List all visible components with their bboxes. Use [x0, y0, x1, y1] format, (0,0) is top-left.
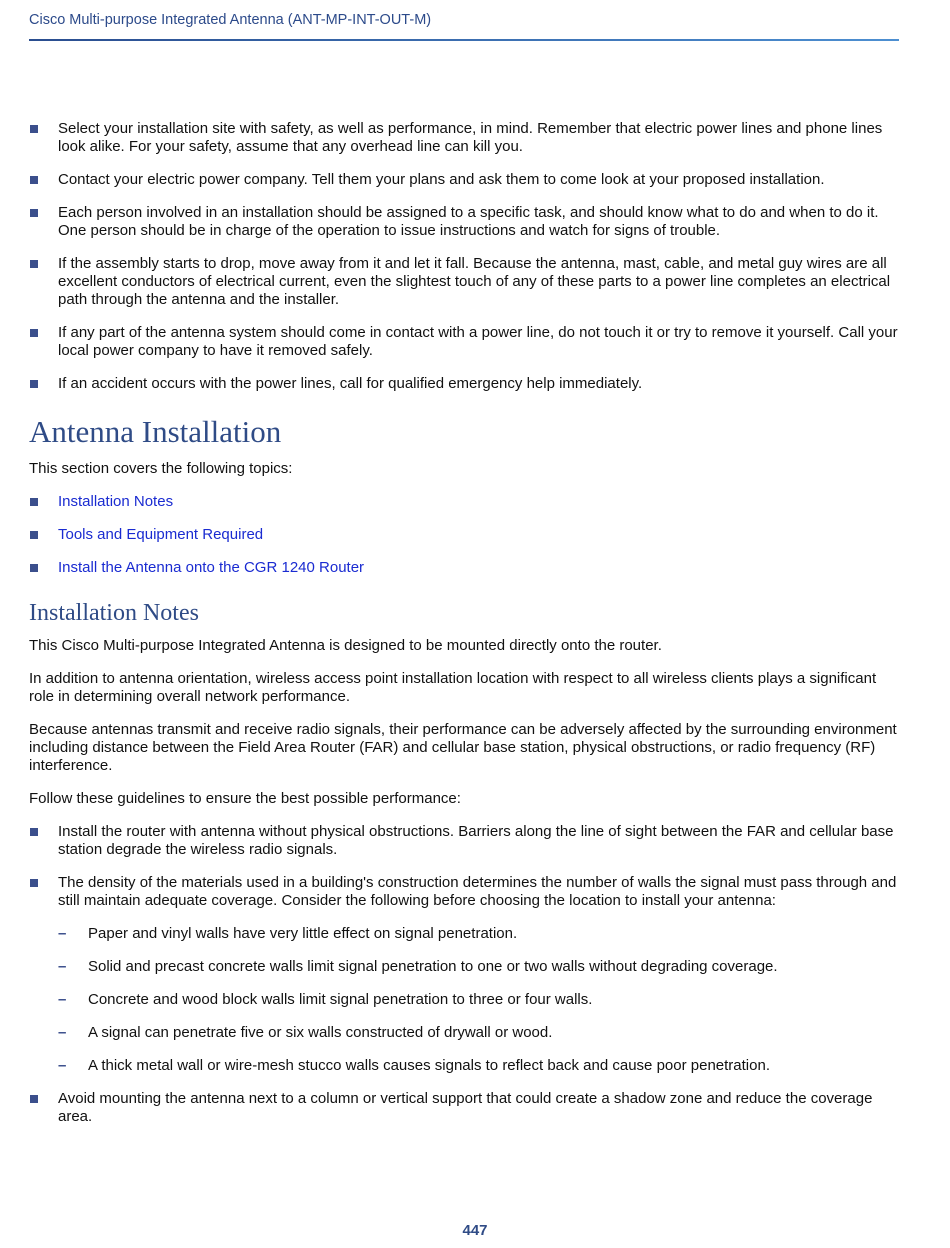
topic-list-item — [29, 559, 899, 577]
bullet-text: Avoid mounting the antenna next to a column or vertical support that could create a shadow zone and reduce the coverage area. — [58, 1090, 873, 1125]
bullet-text: The density of the materials used in a building's construction determines the number of walls the signal must pass through and still maintain adequate coverage. Consider the following before choosing the location to install your antenna: — [58, 874, 897, 909]
safety-bullet — [29, 324, 899, 360]
safety-bullet — [29, 204, 899, 240]
sub-list-item — [58, 991, 899, 1009]
bullet-text: If the assembly starts to drop, move away from it and let it fall. Because the antenna, mast, cable, and metal guy wires are all excellent conductors of electrical current, even the slightest touch of any of these parts to a power line completes an electrical path through the antenna and the installer. — [58, 255, 891, 308]
link-tools-and-equipment[interactable]: Tools and Equipment Required — [58, 526, 264, 543]
dash-bullet-icon: – — [58, 1057, 67, 1074]
page-number: 447 — [462, 1222, 488, 1239]
sub-list-item — [58, 1024, 899, 1042]
square-bullet-icon — [30, 260, 38, 268]
section-intro: This section covers the following topics: — [29, 460, 293, 477]
square-bullet-icon — [30, 380, 38, 388]
bullet-text: Install the router with antenna without physical obstructions. Barriers along the line of sight between the FAR and cellular base station degrade the wireless radio signals. — [58, 823, 894, 858]
dash-bullet-icon: – — [58, 1024, 67, 1041]
guideline-bullet — [29, 823, 899, 859]
sub-list-item — [58, 958, 899, 976]
square-bullet-icon — [30, 125, 38, 133]
square-bullet-icon — [30, 329, 38, 337]
page-content — [29, 120, 899, 1141]
square-bullet-icon — [30, 531, 38, 539]
square-bullet-icon — [30, 498, 38, 506]
dash-bullet-icon: – — [58, 958, 67, 975]
dash-bullet-icon: – — [58, 925, 67, 942]
square-bullet-icon — [30, 1095, 38, 1103]
body-paragraph: Because antennas transmit and receive radio signals, their performance can be adversely affected by the surrounding environment including distance between the Field Area Router (FAR) and cellular base station, physical obstructions, or radio frequency (RF) interference. — [29, 721, 897, 774]
square-bullet-icon — [30, 209, 38, 217]
sub-item-text: A signal can penetrate five or six walls constructed of drywall or wood. — [88, 1024, 553, 1041]
safety-bullet — [29, 255, 899, 309]
square-bullet-icon — [30, 176, 38, 184]
sub-list-item — [58, 1057, 899, 1075]
body-paragraph: This Cisco Multi-purpose Integrated Antenna is designed to be mounted directly onto the router. — [29, 637, 662, 654]
safety-bullet — [29, 171, 899, 189]
topic-list-item — [29, 526, 899, 544]
topic-list-item — [29, 493, 899, 511]
bullet-text: Each person involved in an installation should be assigned to a specific task, and should know what to do and when to do it. One person should be in charge of the operation to issue instructions and watch for signs of trouble. — [58, 204, 879, 239]
guideline-bullet — [29, 874, 899, 1075]
guideline-bullet — [29, 1090, 899, 1126]
bullet-text: If any part of the antenna system should come in contact with a power line, do not touch it or try to remove it yourself. Call your local power company to have it removed safely. — [58, 324, 898, 359]
sub-item-text: Concrete and wood block walls limit signal penetration to three or four walls. — [88, 991, 593, 1008]
safety-bullet — [29, 375, 899, 393]
sub-item-text: A thick metal wall or wire-mesh stucco walls causes signals to reflect back and cause poor penetration. — [88, 1057, 770, 1074]
square-bullet-icon — [30, 564, 38, 572]
sub-item-text: Solid and precast concrete walls limit signal penetration to one or two walls without degrading coverage. — [88, 958, 778, 975]
square-bullet-icon — [30, 879, 38, 887]
section-heading-antenna-installation: Antenna Installation — [29, 414, 282, 449]
square-bullet-icon — [30, 828, 38, 836]
sub-item-text: Paper and vinyl walls have very little effect on signal penetration. — [88, 925, 518, 942]
bullet-text: Contact your electric power company. Tell them your plans and ask them to come look at your proposed installation. — [58, 171, 825, 188]
body-paragraph: Follow these guidelines to ensure the best possible performance: — [29, 790, 461, 807]
sub-list-item — [58, 925, 899, 943]
dash-bullet-icon: – — [58, 991, 67, 1008]
running-header: Cisco Multi-purpose Integrated Antenna (ANT-MP-INT-OUT-M) — [29, 12, 432, 28]
header-divider — [29, 39, 899, 41]
wall-material-list — [58, 925, 899, 1075]
body-paragraph: In addition to antenna orientation, wireless access point installation location with respect to all wireless clients plays a significant role in determining overall network performance. — [29, 670, 877, 705]
bullet-text: If an accident occurs with the power lines, call for qualified emergency help immediately. — [58, 375, 643, 392]
subsection-heading-installation-notes: Installation Notes — [29, 600, 199, 626]
link-install-antenna[interactable]: Install the Antenna onto the CGR 1240 Router — [58, 559, 365, 576]
bullet-text: Select your installation site with safety, as well as performance, in mind. Remember that electric power lines and phone lines look alike. For your safety, assume that any overhead line can kill you. — [58, 120, 883, 155]
safety-bullet — [29, 120, 899, 156]
link-installation-notes[interactable]: Installation Notes — [58, 493, 174, 510]
